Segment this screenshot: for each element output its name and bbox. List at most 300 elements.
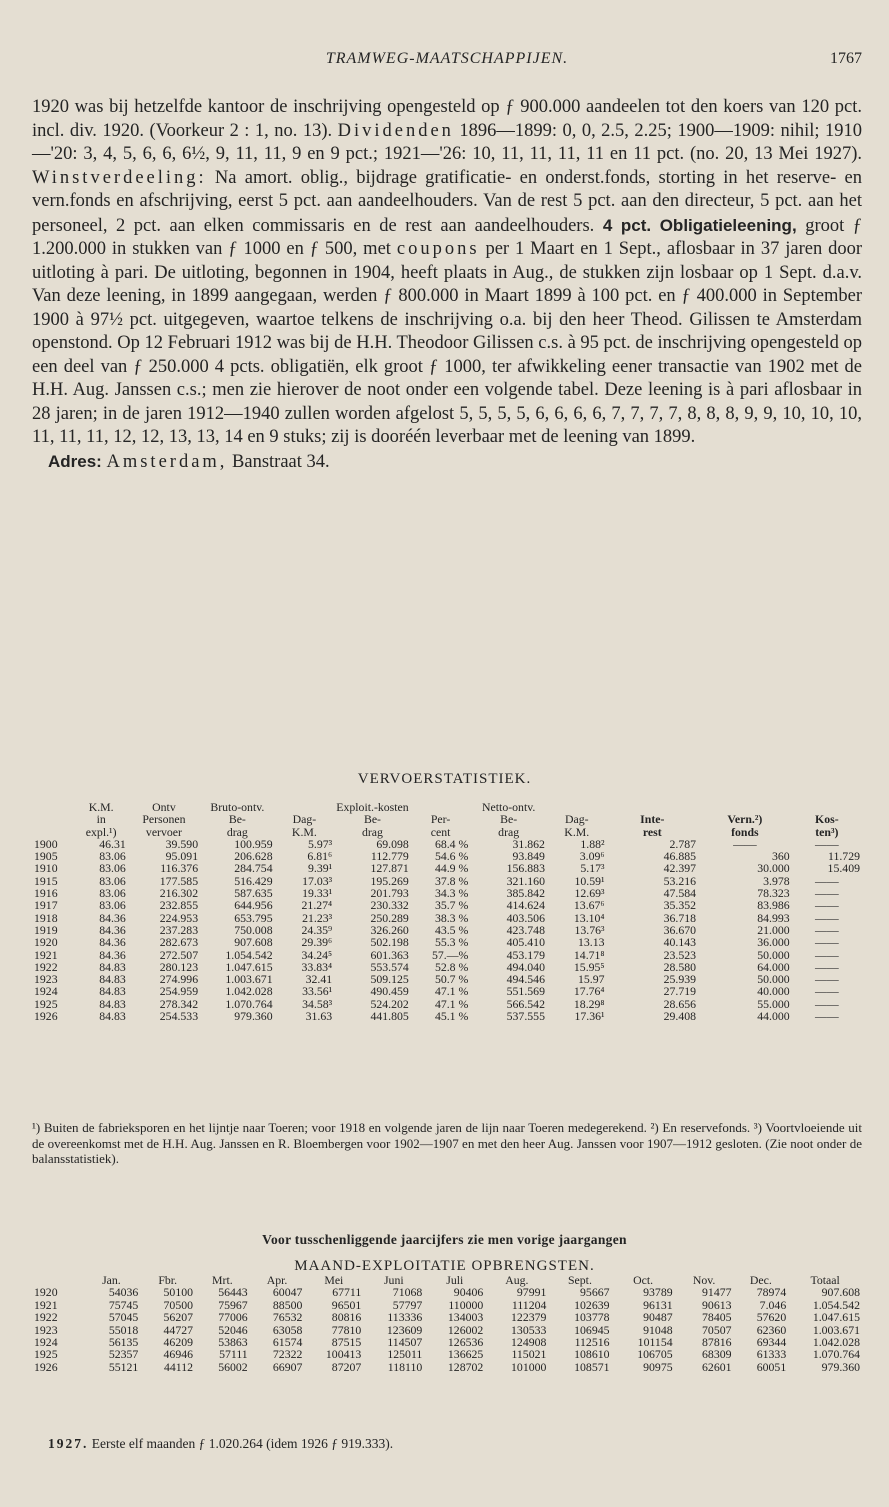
table-cell: 156.883 bbox=[506, 861, 545, 876]
table-cell: 130533 bbox=[511, 1322, 547, 1337]
table-cell: 68309 bbox=[702, 1347, 732, 1362]
final-note-year: 1927. bbox=[48, 1436, 89, 1451]
page-header bbox=[32, 50, 862, 76]
loan-heading: 4 pct. Obligatieleening, bbox=[602, 215, 797, 235]
table-cell: 83.06 bbox=[99, 861, 126, 876]
table-cell: 13.76³ bbox=[574, 922, 605, 937]
table-cell: 134003 bbox=[447, 1310, 484, 1325]
table-cell: 1.88² bbox=[580, 836, 605, 851]
table-cell: —— bbox=[815, 935, 839, 950]
table-cell: 54.6 % bbox=[434, 849, 469, 864]
note-line: Voor tusschenliggende jaarcijfers zie men vorige jaargangen bbox=[262, 1232, 627, 1247]
table-cell: 274.996 bbox=[159, 972, 199, 987]
table-row bbox=[32, 1311, 862, 1323]
column-header: Aug. bbox=[505, 1273, 529, 1287]
table-cell: 66907 bbox=[272, 1359, 303, 1374]
table-cell: 83.06 bbox=[99, 873, 126, 888]
table-cell: 278.342 bbox=[159, 996, 199, 1011]
table-cell: 78974 bbox=[756, 1285, 787, 1300]
table-cell: 21.27⁴ bbox=[301, 898, 333, 913]
table-cell: 644.956 bbox=[234, 898, 273, 913]
table-cell: 195.269 bbox=[370, 873, 409, 888]
table-cell: 84.83 bbox=[99, 1009, 126, 1024]
table-cell: 40.143 bbox=[663, 935, 697, 950]
table-cell: 118110 bbox=[387, 1359, 423, 1374]
table-cell: 1.047.615 bbox=[225, 959, 273, 974]
column-header: Personen bbox=[142, 812, 186, 827]
table-cell: 106705 bbox=[637, 1347, 673, 1362]
table-cell: 87515 bbox=[331, 1335, 362, 1350]
table-cell: 35.352 bbox=[663, 898, 697, 913]
table-cell: 15.409 bbox=[827, 861, 860, 876]
table-cell: 70507 bbox=[702, 1322, 732, 1337]
column-header: Oct. bbox=[633, 1273, 654, 1287]
table-cell: 42.397 bbox=[663, 861, 697, 876]
table-cell: 84.993 bbox=[757, 910, 790, 925]
table-cell: 108610 bbox=[574, 1347, 610, 1362]
table-cell: —— bbox=[815, 947, 839, 962]
table-cell: 907.608 bbox=[821, 1285, 860, 1300]
column-header: Exploit.-kosten bbox=[336, 800, 409, 814]
monthly-header-row bbox=[32, 1274, 862, 1286]
table-cell: 15.97 bbox=[578, 972, 605, 987]
table-cell: 1921 bbox=[34, 947, 58, 962]
table-cell: 56135 bbox=[108, 1335, 139, 1350]
table-cell: 43.5 % bbox=[434, 922, 469, 937]
table-cell: 1.003.671 bbox=[225, 972, 273, 987]
table-cell: 115021 bbox=[511, 1347, 547, 1362]
table-cell: 979.360 bbox=[234, 1009, 273, 1024]
table-cell: 83.986 bbox=[757, 898, 790, 913]
column-header: Netto-ontv. bbox=[482, 800, 536, 814]
stats-header-row bbox=[32, 813, 862, 825]
table-cell: 46209 bbox=[163, 1335, 194, 1350]
table-cell: 69.098 bbox=[376, 836, 409, 851]
table-cell: 206.628 bbox=[234, 849, 273, 864]
table-cell: 102639 bbox=[574, 1297, 610, 1312]
table-cell: 70500 bbox=[163, 1297, 194, 1312]
table-cell: 77006 bbox=[218, 1310, 248, 1325]
table-cell: 35.7 % bbox=[434, 898, 469, 913]
table-cell: 95.091 bbox=[165, 849, 199, 864]
table-cell: 11.729 bbox=[827, 849, 860, 864]
table-cell: 18.29⁸ bbox=[573, 996, 605, 1011]
column-header: cent bbox=[430, 824, 451, 839]
table-cell: 14.71⁸ bbox=[573, 947, 605, 962]
table-cell: 1921 bbox=[34, 1297, 58, 1312]
table-cell: 46.885 bbox=[663, 849, 697, 864]
table-cell: 112516 bbox=[574, 1335, 610, 1350]
table-cell: —— bbox=[815, 910, 839, 925]
table-cell: 72322 bbox=[272, 1347, 303, 1362]
table-cell: 60047 bbox=[272, 1285, 303, 1300]
table-cell: 55121 bbox=[108, 1359, 139, 1374]
table-cell: 1915 bbox=[34, 873, 58, 888]
table-cell: 67711 bbox=[332, 1285, 362, 1300]
table-cell: 75967 bbox=[218, 1297, 248, 1312]
table-cell: 237.283 bbox=[159, 922, 199, 937]
table-cell: 52046 bbox=[218, 1322, 248, 1337]
table-cell: 44.000 bbox=[757, 1009, 790, 1024]
table-cell: 1910 bbox=[34, 861, 58, 876]
table-row bbox=[32, 862, 862, 874]
table-cell: 90406 bbox=[453, 1285, 484, 1300]
column-header: Dag- bbox=[292, 812, 317, 827]
column-header: drag bbox=[361, 824, 383, 839]
table-cell: 90613 bbox=[702, 1297, 732, 1312]
table-cell: —— bbox=[815, 959, 839, 974]
table-cell: —— bbox=[815, 873, 839, 888]
table-cell: 96131 bbox=[643, 1297, 673, 1312]
table-cell: 494.546 bbox=[506, 972, 545, 987]
table-cell: 1924 bbox=[34, 984, 58, 999]
table-cell: 1925 bbox=[34, 996, 58, 1011]
table-cell: —— bbox=[815, 996, 839, 1011]
table-cell: 37.8 % bbox=[434, 873, 469, 888]
table-cell: 31.862 bbox=[512, 836, 545, 851]
table-cell: 224.953 bbox=[159, 910, 199, 925]
table-cell: 653.795 bbox=[234, 910, 273, 925]
table-cell: 360 bbox=[771, 849, 790, 864]
maand-exploitatie-table bbox=[32, 1274, 862, 1373]
table-cell: 10.59¹ bbox=[574, 873, 605, 888]
table-cell: 272.507 bbox=[159, 947, 199, 962]
table-cell: 36.670 bbox=[663, 922, 697, 937]
table-cell: 53863 bbox=[218, 1335, 248, 1350]
column-header: Fbr. bbox=[158, 1273, 178, 1287]
table-cell: 126536 bbox=[447, 1335, 484, 1350]
table-cell: 77810 bbox=[331, 1322, 362, 1337]
address-label: Adres: bbox=[48, 451, 102, 471]
table-cell: 83.06 bbox=[99, 898, 126, 913]
table-cell: 587.635 bbox=[234, 886, 273, 901]
column-header: Dag- bbox=[564, 812, 589, 827]
column-header: Mei bbox=[324, 1273, 344, 1287]
table-cell: 93.849 bbox=[512, 849, 545, 864]
table-cell: 122379 bbox=[511, 1310, 547, 1325]
table-cell: 441.805 bbox=[370, 1009, 409, 1024]
column-header: K.M. bbox=[564, 824, 590, 839]
table-cell: 7.046 bbox=[759, 1297, 787, 1312]
table-cell: 52.8 % bbox=[434, 959, 469, 974]
table-cell: 230.332 bbox=[370, 898, 409, 913]
table-cell: 93789 bbox=[643, 1285, 673, 1300]
column-header bbox=[32, 813, 75, 825]
table-cell: 80816 bbox=[331, 1310, 362, 1325]
table-cell: 78405 bbox=[702, 1310, 732, 1325]
table-cell: 601.363 bbox=[370, 947, 409, 962]
table-cell: 385.842 bbox=[506, 886, 545, 901]
column-header: Per- bbox=[430, 812, 451, 827]
column-header: Vern.²) bbox=[727, 812, 763, 827]
table-cell: 1.042.028 bbox=[225, 984, 273, 999]
table-cell: 126002 bbox=[447, 1322, 484, 1337]
table-cell: 112.779 bbox=[370, 849, 409, 864]
paragraph bbox=[32, 96, 862, 450]
footnote-text: ¹) Buiten de fabrieksporen en het lijntje naar Toeren; voor 1918 en volgende jaren de lijn naar Toeren medegerekend. ²) En reservefonds. ³) Voortvloeiende uit de overeenkomst met de H.H. Aug. Janssen en R. Bloembergen voor 1902—1907 en met den heer Aug. Janssen voor 1907—1912 gesloten. (Zie noot onder de balansstatistiek). bbox=[32, 1120, 862, 1167]
table-row bbox=[32, 1286, 862, 1298]
table-row bbox=[32, 985, 862, 997]
column-header: fonds bbox=[731, 824, 759, 839]
table-cell: 46.31 bbox=[99, 836, 126, 851]
table-cell: 62601 bbox=[702, 1359, 732, 1374]
table-cell: 321.160 bbox=[506, 873, 545, 888]
table-cell: 2.787 bbox=[669, 836, 697, 851]
table-cell: 284.754 bbox=[234, 861, 273, 876]
table-cell: 136625 bbox=[447, 1347, 484, 1362]
table-cell: 124908 bbox=[511, 1335, 547, 1350]
text-segment: Na amort. oblig., bijdrage gratificatie- en onderst.fonds, storting in het reserve- en vern.fonds en afschrijving, eerst 5 pct. aan aandeelhouders. Van de rest 5 pct. aan den directeur, 5 pct. aan het personeel, 2 pct. aan elken commissaris en de rest aan aandeelhouders. bbox=[32, 167, 862, 236]
column-header: Nov. bbox=[692, 1273, 716, 1287]
table-cell: 45.1 % bbox=[434, 1009, 469, 1024]
table-cell: 64.000 bbox=[757, 959, 790, 974]
table-cell: 29.408 bbox=[663, 1009, 697, 1024]
table-cell: 44727 bbox=[163, 1322, 194, 1337]
column-header: Be- bbox=[363, 812, 381, 827]
column-header: Be- bbox=[228, 812, 246, 827]
table-cell: 56443 bbox=[218, 1285, 248, 1300]
table-cell: 55.000 bbox=[757, 996, 790, 1011]
table-cell: 453.179 bbox=[506, 947, 545, 962]
table-cell: 1926 bbox=[34, 1009, 58, 1024]
table-cell: 57045 bbox=[108, 1310, 139, 1325]
table-cell: 128702 bbox=[447, 1359, 484, 1374]
vervoerstatistiek-table bbox=[32, 801, 862, 1022]
column-header: Totaal bbox=[810, 1273, 840, 1287]
column-header: Apr. bbox=[266, 1273, 288, 1287]
table-cell: 13.67⁶ bbox=[573, 898, 605, 913]
table-cell: 87816 bbox=[702, 1335, 732, 1350]
table-cell: 50100 bbox=[163, 1285, 194, 1300]
page-number: 1767 bbox=[830, 50, 862, 67]
table-row bbox=[32, 936, 862, 948]
table-cell: 551.569 bbox=[506, 984, 545, 999]
table-cell: —— bbox=[733, 836, 757, 851]
table-cell: 29.39⁶ bbox=[301, 935, 333, 950]
table-cell: 24.35⁹ bbox=[301, 922, 333, 937]
table-cell: 84.83 bbox=[99, 959, 126, 974]
column-header: Bruto-ontv. bbox=[210, 800, 265, 814]
table-cell: 19.33¹ bbox=[302, 886, 333, 901]
table-cell: 1923 bbox=[34, 1322, 58, 1337]
table-cell: 78.323 bbox=[757, 886, 790, 901]
winstverdeeling-label: Winstverdeeling: bbox=[32, 167, 207, 188]
table-cell: 95667 bbox=[580, 1285, 610, 1300]
table-cell: 57.—% bbox=[431, 947, 469, 962]
address-city: Amsterdam, bbox=[106, 451, 228, 472]
table-cell: 1917 bbox=[34, 898, 58, 913]
column-header: Juli bbox=[446, 1273, 464, 1287]
column-header: drag bbox=[226, 824, 248, 839]
table-cell: 36.718 bbox=[663, 910, 697, 925]
table-cell: 28.580 bbox=[663, 959, 697, 974]
table-cell: 61574 bbox=[272, 1335, 303, 1350]
table-cell: 1919 bbox=[34, 922, 58, 937]
table-cell: 1916 bbox=[34, 886, 58, 901]
address-line bbox=[32, 450, 862, 475]
table-cell: 62360 bbox=[756, 1322, 787, 1337]
table-cell: 17.76⁴ bbox=[573, 984, 605, 999]
table-row bbox=[32, 1010, 862, 1022]
table-cell: 84.83 bbox=[99, 996, 126, 1011]
table-cell: 36.000 bbox=[757, 935, 790, 950]
table-cell: 282.673 bbox=[159, 935, 199, 950]
table-cell: 17.03³ bbox=[302, 873, 333, 888]
table-cell: 50.000 bbox=[757, 947, 790, 962]
table-cell: 87207 bbox=[331, 1359, 362, 1374]
running-head: TRAMWEG-MAATSCHAPPIJEN. bbox=[325, 50, 569, 67]
table-cell: 88500 bbox=[272, 1297, 303, 1312]
table-cell: 13.10⁴ bbox=[573, 910, 605, 925]
table-cell: 553.574 bbox=[370, 959, 409, 974]
column-header: K.M. bbox=[88, 800, 114, 814]
table-cell: 84.83 bbox=[99, 972, 126, 987]
table-cell: 103778 bbox=[574, 1310, 610, 1325]
text-segment: 1896—1899: 0, 0, 2.5, 2.25; 1900—1909: nihil; 1910—'20: 3, 4, 5, 6, 6, 6½, 9, 11, 11, 9 en 9 pct.; 1921—'26: 10, 11, 11, 11, 11 en 11 pct. (no. 20, 13 Mei 1927). bbox=[32, 120, 863, 164]
table-cell: 232.855 bbox=[159, 898, 199, 913]
table-cell: 111204 bbox=[511, 1297, 547, 1312]
table-cell: 5.97³ bbox=[307, 836, 333, 851]
table-cell: 254.959 bbox=[159, 984, 199, 999]
address-street: Banstraat 34. bbox=[232, 451, 330, 472]
column-header: vervoer bbox=[145, 824, 182, 839]
table-cell: 201.793 bbox=[370, 886, 409, 901]
table-cell: 423.748 bbox=[506, 922, 545, 937]
table-cell: 5.17³ bbox=[580, 861, 605, 876]
table-cell: 1922 bbox=[34, 959, 58, 974]
table-cell: 3.09⁶ bbox=[579, 849, 605, 864]
table-cell: 55018 bbox=[108, 1322, 139, 1337]
column-header: drag bbox=[498, 824, 520, 839]
column-header: Be- bbox=[500, 812, 518, 827]
monthly-title: MAAND-EXPLOITATIE OPBRENGSTEN. bbox=[294, 1258, 595, 1274]
footnotes bbox=[32, 1120, 862, 1167]
table-cell: 28.656 bbox=[663, 996, 697, 1011]
table-cell: 537.555 bbox=[506, 1009, 545, 1024]
body-text bbox=[32, 96, 862, 474]
stats-title: VERVOERSTATISTIEK. bbox=[357, 771, 532, 787]
table-cell: 75745 bbox=[108, 1297, 139, 1312]
table-cell: 1905 bbox=[34, 849, 58, 864]
column-header: Kos- bbox=[815, 812, 839, 827]
table-cell: 1923 bbox=[34, 972, 58, 987]
table-cell: 96501 bbox=[331, 1297, 362, 1312]
table-cell: 56002 bbox=[218, 1359, 248, 1374]
table-cell: 100413 bbox=[325, 1347, 362, 1362]
table-cell: 33.83⁴ bbox=[301, 959, 333, 974]
table-cell: 38.3 % bbox=[434, 910, 469, 925]
table-cell: —— bbox=[815, 1009, 839, 1024]
table-cell: 34.58³ bbox=[302, 996, 333, 1011]
table-cell: 17.36¹ bbox=[574, 1009, 605, 1024]
table-cell: 83.06 bbox=[99, 849, 126, 864]
table-cell: 1922 bbox=[34, 1310, 58, 1325]
table-cell: —— bbox=[815, 984, 839, 999]
table-cell: 113336 bbox=[387, 1310, 423, 1325]
table-cell: 566.542 bbox=[506, 996, 545, 1011]
table-cell: 1.054.542 bbox=[225, 947, 273, 962]
table-cell: 21.000 bbox=[757, 922, 790, 937]
table-cell: 116.376 bbox=[160, 861, 199, 876]
table-cell: 123609 bbox=[386, 1322, 423, 1337]
table-cell: 39.590 bbox=[165, 836, 199, 851]
table-cell: 1.047.615 bbox=[812, 1310, 860, 1325]
table-cell: 57797 bbox=[392, 1297, 423, 1312]
table-cell: 68.4 % bbox=[434, 836, 469, 851]
final-note bbox=[48, 1436, 393, 1452]
table-row bbox=[32, 949, 862, 961]
table-cell: 25.939 bbox=[663, 972, 697, 987]
table-cell: 114507 bbox=[387, 1335, 423, 1350]
table-cell: 979.360 bbox=[821, 1359, 860, 1374]
column-header: Dec. bbox=[749, 1273, 772, 1287]
table-cell: 84.36 bbox=[99, 935, 126, 950]
table-cell: 490.459 bbox=[370, 984, 409, 999]
table-cell: 1.042.028 bbox=[812, 1335, 860, 1350]
table-cell: 101154 bbox=[637, 1335, 673, 1350]
column-header: rest bbox=[642, 824, 662, 839]
table-row bbox=[32, 899, 862, 911]
table-cell: 106945 bbox=[574, 1322, 610, 1337]
table-cell: 54036 bbox=[108, 1285, 139, 1300]
table-cell: 1920 bbox=[34, 1285, 58, 1300]
table-cell: 30.000 bbox=[757, 861, 790, 876]
table-cell: 57620 bbox=[756, 1310, 787, 1325]
table-cell: —— bbox=[815, 922, 839, 937]
table-row bbox=[32, 1324, 862, 1336]
table-cell: 1924 bbox=[34, 1335, 58, 1350]
text-segment: groot ƒ 1.200.000 in stukken van ƒ 1000 en ƒ 500, met bbox=[32, 215, 862, 259]
column-header bbox=[32, 801, 75, 813]
table-cell: 50.000 bbox=[757, 972, 790, 987]
table-cell: 1.070.764 bbox=[225, 996, 273, 1011]
column-header: Jan. bbox=[102, 1273, 121, 1287]
table-cell: 110000 bbox=[448, 1297, 484, 1312]
table-cell: 502.198 bbox=[370, 935, 409, 950]
table-row bbox=[32, 1348, 862, 1360]
table-cell: 90975 bbox=[643, 1359, 673, 1374]
table-cell: 750.008 bbox=[234, 922, 273, 937]
table-cell: 326.260 bbox=[370, 922, 409, 937]
table-cell: 494.040 bbox=[506, 959, 545, 974]
table-cell: 3.978 bbox=[763, 873, 790, 888]
table-cell: 108571 bbox=[574, 1359, 610, 1374]
column-header: Inte- bbox=[640, 812, 665, 827]
table-cell: 907.608 bbox=[234, 935, 273, 950]
table-cell: 254.533 bbox=[159, 1009, 199, 1024]
table-cell: 23.523 bbox=[663, 947, 697, 962]
table-cell: 56207 bbox=[163, 1310, 194, 1325]
table-cell: 127.871 bbox=[370, 861, 409, 876]
column-header: Sept. bbox=[567, 1273, 592, 1287]
column-header: Juni bbox=[383, 1273, 404, 1287]
table-cell: —— bbox=[815, 836, 839, 851]
table-cell: 47.584 bbox=[663, 886, 697, 901]
column-header: ten³) bbox=[815, 824, 839, 839]
table-row bbox=[32, 1336, 862, 1348]
table-cell: 280.123 bbox=[159, 959, 199, 974]
column-header: in bbox=[96, 812, 106, 827]
table-cell: 55.3 % bbox=[434, 935, 469, 950]
table-cell: 46946 bbox=[163, 1347, 194, 1362]
column-header: expl.¹) bbox=[85, 824, 117, 839]
table-cell: 47.1 % bbox=[434, 996, 469, 1011]
table-cell: 52357 bbox=[108, 1347, 139, 1362]
table-cell: 40.000 bbox=[757, 984, 790, 999]
table-cell: 177.585 bbox=[159, 873, 199, 888]
coupons-label: coupons bbox=[396, 239, 480, 259]
table-cell: 34.24⁵ bbox=[301, 947, 333, 962]
